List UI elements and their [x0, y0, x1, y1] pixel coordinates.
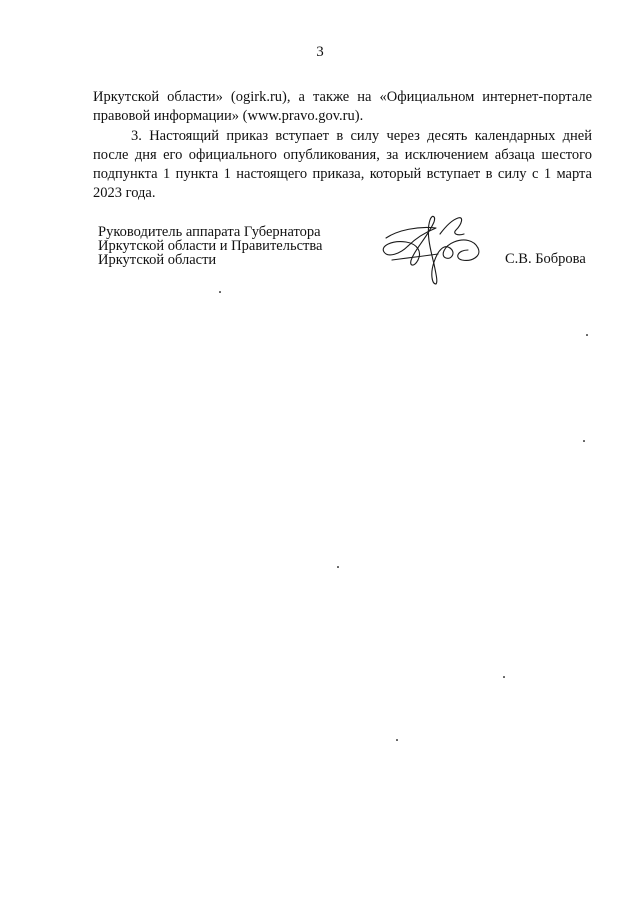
- position-line-1: Руководитель аппарата Губернатора: [98, 224, 321, 240]
- scan-speck: [219, 291, 221, 293]
- body-text: [93, 88, 592, 203]
- position-line-2: Иркутской области и Правительства: [98, 238, 323, 254]
- signer-name: С.В. Боброва: [505, 251, 586, 267]
- scan-speck: [586, 334, 588, 336]
- scan-speck: [337, 566, 339, 568]
- paragraph-continuation: Иркутской области» (ogirk.ru), а также на «Официальном интернет-портале правовой информации» (www.pravo.gov.ru).: [93, 89, 592, 124]
- position-line-3: Иркутской области: [98, 252, 217, 268]
- page-number: 3: [316, 44, 324, 60]
- scan-speck: [583, 440, 585, 442]
- handwritten-signature: [378, 208, 488, 286]
- signatory-position: [98, 225, 322, 267]
- paragraph-item-3: 3. Настоящий приказ вступает в силу через десять календарных дней после дня его официального опубликования, за исключением абзаца шестого подпункта 1 пункта 1 настоящего приказа, который вступает в силу с 1 марта 2023 года.: [93, 128, 592, 201]
- scan-speck: [396, 739, 398, 741]
- scan-speck: [503, 676, 505, 678]
